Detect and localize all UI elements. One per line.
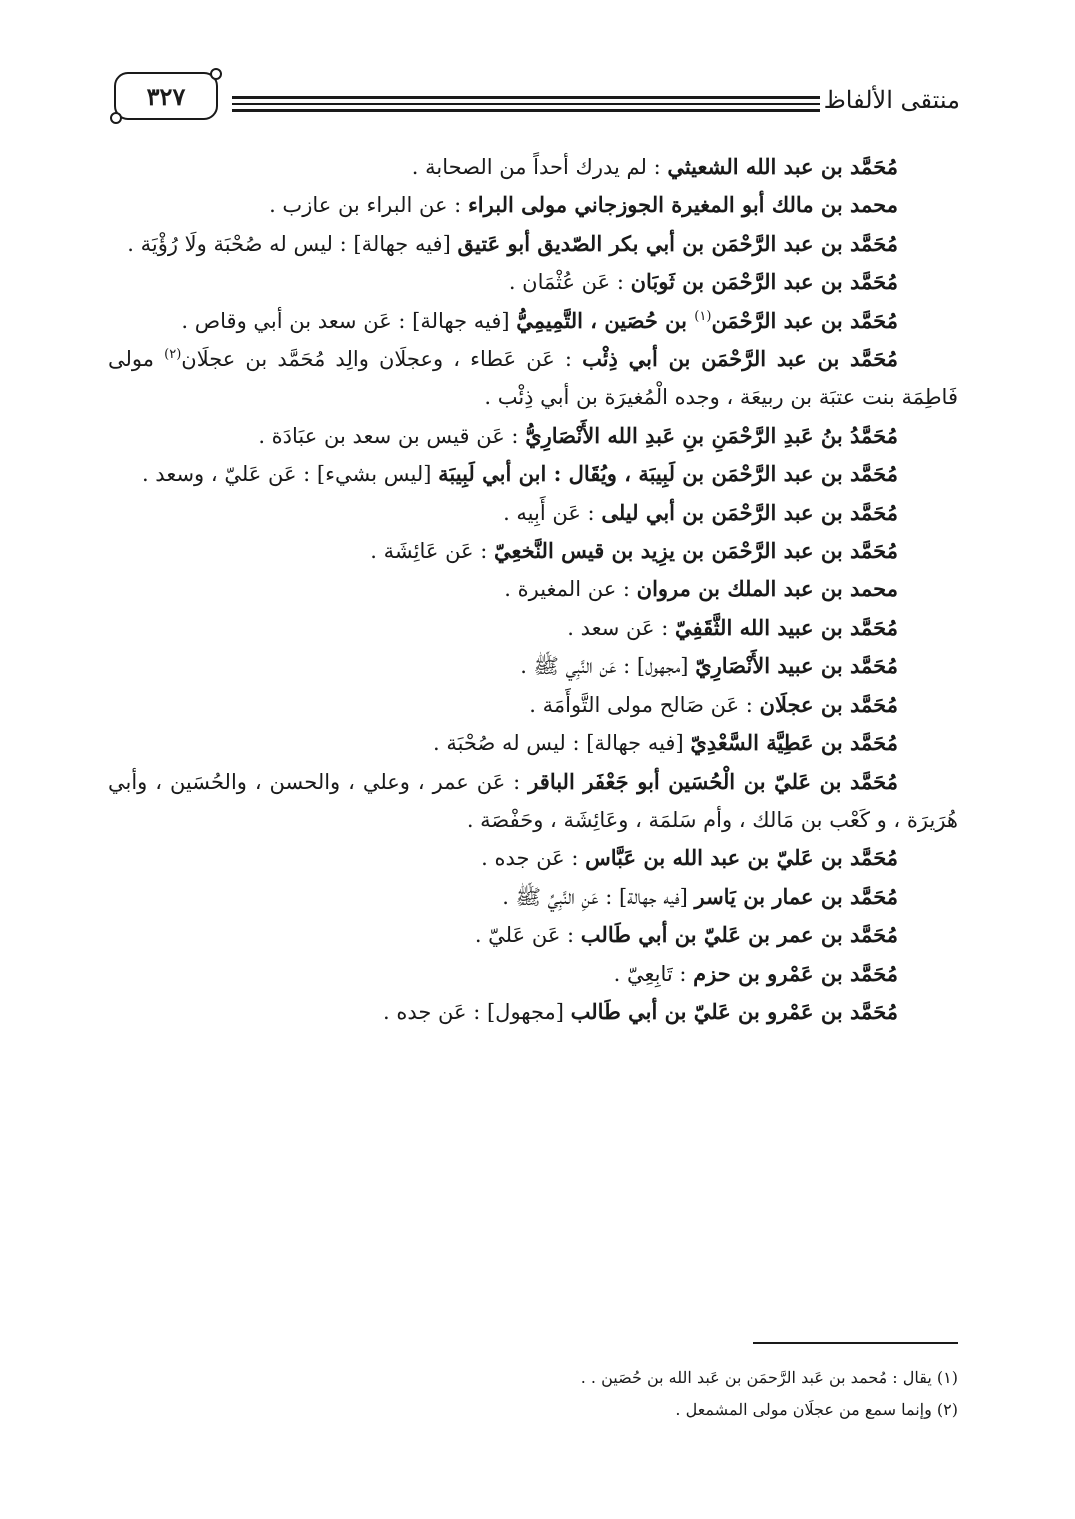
narrator-note: : عَن جده . bbox=[481, 846, 586, 871]
narrator-note: [فيه جهالة] : ليس له صُحْبَة ولَا رُؤْيَة . bbox=[127, 231, 458, 256]
narrator-name: مُحَمَّد بن عَمْرو بن عَليّ بن أبي طَالب bbox=[570, 998, 898, 1024]
narrator-name: مُحَمَّد بن عمار بن يَاسر bbox=[694, 883, 898, 909]
header-rule bbox=[232, 96, 820, 99]
narrator-entry bbox=[108, 993, 958, 1031]
narrator-note: [فيه جهالة] : عَن سعد بن أبي وقاص . bbox=[181, 308, 517, 333]
narrator-note: : عَن عَطاء ، وعجلَان والِد مُحَمَّد بن عجلَان bbox=[181, 347, 583, 372]
narrator-note: [فيه جهالة] : عَنِ النَّبِيِّ ﷺ . bbox=[502, 884, 695, 909]
narrator-name: مُحَمَّد بن عمر بن عَليّ بن أبي طَالب bbox=[580, 922, 898, 948]
narrator-entry bbox=[108, 647, 958, 685]
narrator-note: : عَن قيس بن سعد بن عبَادَة . bbox=[258, 423, 526, 448]
narrator-note: [مجهول] : عَن النَّبِي ﷺ . bbox=[520, 654, 696, 679]
footnote: (٢) وإنما سمع من عجلَان مولى المشمعل . bbox=[675, 1400, 958, 1419]
footnote-ref: (١) bbox=[694, 308, 712, 324]
narrator-name: مُحَمَّد بن عبيد الله الثَّقَفِيّ bbox=[674, 614, 898, 640]
narrator-note: : عَن صَالح مولى التَّوأَمَة . bbox=[529, 692, 760, 717]
narrator-name: مُحَمَّد بن عبد الرَّحْمَن bbox=[711, 307, 898, 333]
narrator-entry bbox=[108, 417, 958, 455]
header-rule bbox=[232, 109, 820, 112]
page-header bbox=[110, 68, 960, 128]
narrator-name: مُحَمَّد بن عَطِيَّة السَّعْدِيّ bbox=[690, 730, 898, 756]
narrator-note: : عن البراء بن عازب . bbox=[269, 193, 468, 218]
narrator-name: مُحَمَّد بن عبد الرَّحْمَن بن لَبِيبَة ، ويُقَال : ابن أبي لَبِيبَة bbox=[438, 461, 898, 487]
narrator-note: [مجهول] : عَن جده . bbox=[383, 999, 571, 1024]
narrator-name: مُحَمَّد بن عبد الرَّحْمَن بن أبي ليلى bbox=[601, 499, 898, 525]
narrator-name: مُحَمَّد بن عَليّ بن عبد الله بن عَبَّاس bbox=[585, 845, 898, 871]
narrator-entry bbox=[108, 686, 958, 724]
narrator-name: مُحَمَّد بن عجلَان bbox=[759, 691, 898, 717]
narrator-note: مولى فَاطِمَة بنت عتبَة بن ربيعَة ، وجده الْمُغيرَة بن أبي ذِئْب . bbox=[108, 347, 958, 410]
page-number-frame bbox=[114, 72, 218, 120]
narrator-entry bbox=[108, 494, 958, 532]
narrator-note: : عَن عَليّ . bbox=[474, 923, 581, 948]
narrator-name: مُحَمَّد بن عبد الرَّحْمَن بن أبي بكر الصّديق أبو عَتيق bbox=[457, 230, 898, 256]
footnote: (١) يقال : مُحمد بن عَبد الرَّحمَن بن عَبد الله بن حُصَين . . bbox=[580, 1368, 958, 1387]
narrator-note: : عَن سعد . bbox=[567, 615, 675, 640]
narrator-entry bbox=[108, 455, 958, 493]
header-rule bbox=[232, 103, 820, 105]
footnote-ref: (٢) bbox=[164, 347, 182, 363]
narrator-name: مُحَمَّدُ بنُ عَبدِ الرَّحْمَنِ بنِ عَبدِ الله الأَنْصَارِيُّ bbox=[525, 422, 898, 448]
narrator-note: : عَن عمر ، وعلي ، والحسن ، والحُسَين ، وأبي هُرَيرَة ، و كَعْب بن مَالك ، وأم سَلمَة ، وعَائِشَة ، وحَفْصَة . bbox=[108, 769, 958, 832]
narrator-entry bbox=[108, 340, 958, 417]
narrator-note: [ليس بشيء] : عَن عَليّ ، وسعد . bbox=[141, 462, 439, 487]
narrator-note: : عَن أَبِيه . bbox=[503, 500, 602, 525]
entries-list bbox=[108, 148, 958, 1031]
narrator-name: مُحَمَّد بن عَمْرو بن حزم bbox=[693, 960, 898, 986]
narrator-note: [فيه جهالة] : ليس له صُحْبَة . bbox=[432, 731, 691, 756]
narrator-entry bbox=[108, 302, 958, 340]
narrator-name: محمد بن عبد الملك بن مروان bbox=[636, 576, 898, 602]
narrator-note: : تَابِعِيّ . bbox=[613, 961, 694, 986]
narrator-entry bbox=[108, 839, 958, 877]
narrator-entry bbox=[108, 570, 958, 608]
narrator-name: مُحَمَّد بن عبد الرَّحْمَن بن يزِيد بن قيس النَّخعِيّ bbox=[494, 538, 898, 564]
narrator-name: محمد بن مالك أبو المغيرة الجوزجاني مولى البراء bbox=[467, 192, 898, 218]
narrator-entry bbox=[108, 955, 958, 993]
running-title: منتقى الألفاظ bbox=[823, 86, 960, 114]
narrator-entry bbox=[108, 724, 958, 762]
narrator-entry bbox=[108, 763, 958, 840]
footnote-separator bbox=[753, 1342, 958, 1344]
narrator-entry bbox=[108, 609, 958, 647]
narrator-name: مُحَمَّد بن عبد الرَّحْمَن بن ثَوبَان bbox=[630, 269, 898, 295]
narrator-entry bbox=[108, 225, 958, 263]
narrator-note: : عن المغيرة . bbox=[504, 577, 637, 602]
narrator-entry bbox=[108, 148, 958, 186]
narrator-entry bbox=[108, 186, 958, 224]
narrator-entry bbox=[108, 878, 958, 916]
narrator-name: مُحَمَّد بن عبيد الأَنْصَارِيّ bbox=[695, 653, 898, 679]
footnotes bbox=[108, 1362, 958, 1426]
narrator-note: : عَن عُثْمَان . bbox=[508, 270, 631, 295]
narrator-entry bbox=[108, 263, 958, 301]
narrator-name: مُحَمَّد بن عَليّ بن الْحُسَين أبو جَعْفَر الباقر bbox=[528, 768, 898, 794]
narrator-entry bbox=[108, 916, 958, 954]
narrator-name: بن حُصَين ، التَّمِيمِيُّ bbox=[516, 307, 695, 333]
narrator-entry bbox=[108, 532, 958, 570]
page-number: ٣٢٧ bbox=[146, 81, 186, 111]
narrator-note: : لم يدرك أحداً من الصحابة . bbox=[411, 155, 668, 179]
narrator-name: مُحَمَّد بن عبد الرَّحْمَن بن أبي ذِئْب bbox=[582, 346, 899, 372]
narrator-name: مُحَمَّد بن عبد الله الشعيثي bbox=[667, 154, 898, 179]
narrator-note: : عَن عَائِشَة . bbox=[370, 539, 495, 564]
